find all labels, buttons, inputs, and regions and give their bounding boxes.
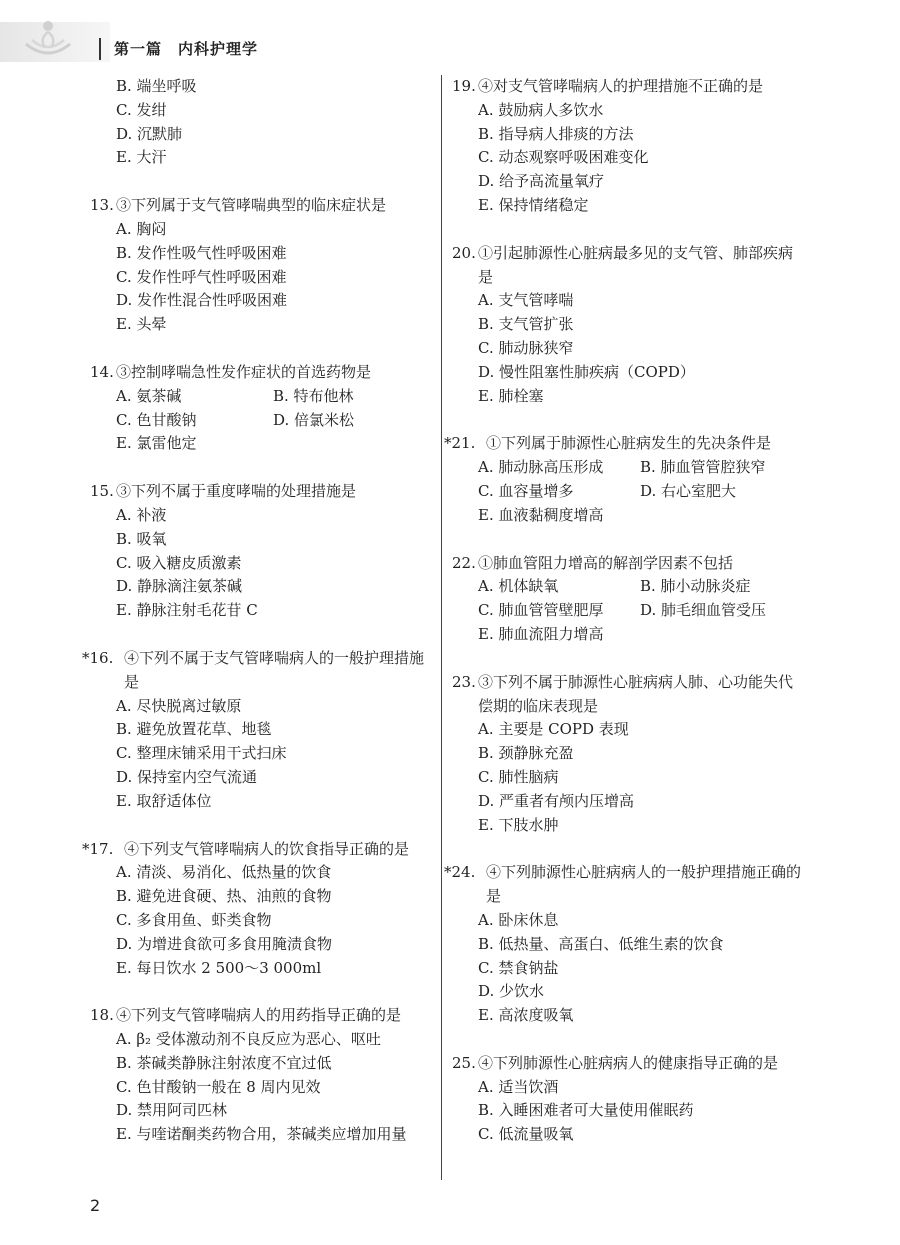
- question-block: [452, 552, 802, 647]
- answer-option: A. 支气管哮喘: [478, 291, 574, 310]
- column-divider: [441, 75, 442, 1180]
- answer-option: D. 倍氯米松: [273, 410, 355, 429]
- question-block: [82, 647, 430, 814]
- answer-option: B. 避免放置花草、地毯: [116, 720, 272, 739]
- question-stem: [90, 194, 430, 218]
- question-block: [452, 671, 802, 838]
- answer-option: C. 血容量增多: [478, 481, 574, 500]
- question-number: *16.: [82, 648, 114, 667]
- question-stem: [452, 552, 802, 576]
- question-text: ④下列肺源性心脏病病人的一般护理措施正确的是: [486, 863, 802, 906]
- question-number: 18.: [90, 1006, 114, 1025]
- question-stem: [452, 75, 802, 99]
- question-block: [90, 480, 430, 623]
- answer-option: A. 清淡、易消化、低热量的饮食: [116, 863, 332, 882]
- book-logo-icon: [18, 14, 78, 62]
- answer-option: B. 避免进食硬、热、油煎的食物: [116, 887, 332, 906]
- header-divider: [99, 38, 101, 60]
- answer-option: E. 大汗: [116, 148, 167, 167]
- right-column: [444, 75, 802, 1171]
- question-text: ④下列支气管哮喘病人的饮食指导正确的是: [124, 839, 410, 858]
- answer-option: A. 胸闷: [116, 219, 167, 238]
- answer-option: C. 色甘酸钠: [116, 410, 197, 429]
- question-text: ④下列支气管哮喘病人的用药指导正确的是: [116, 1006, 402, 1025]
- option-grid: [452, 575, 802, 623]
- answer-option: C. 整理床铺采用干式扫床: [116, 744, 287, 763]
- answer-option: C. 多食用鱼、虾类食物: [116, 910, 272, 929]
- question-text: ④下列肺源性心脏病病人的健康指导正确的是: [478, 1053, 779, 1072]
- answer-option: B. 吸氧: [116, 529, 167, 548]
- answer-option: D. 给予高流量氧疗: [478, 172, 605, 191]
- answer-option: D. 保持室内空气流通: [116, 767, 258, 786]
- answer-option: D. 沉默肺: [116, 124, 183, 143]
- answer-option: A. 卧床休息: [478, 910, 559, 929]
- answer-option: D. 慢性阻塞性肺疾病（COPD）: [478, 362, 695, 381]
- answer-option: E. 肺血流阻力增高: [478, 624, 604, 643]
- question-number: 20.: [452, 243, 476, 262]
- question-stem: [444, 861, 802, 909]
- answer-option: B. 颈静脉充盈: [478, 744, 574, 763]
- answer-option: A. 鼓励病人多饮水: [478, 100, 604, 119]
- question-number: 19.: [452, 77, 476, 95]
- question-block: [452, 242, 802, 409]
- answer-option: E. 头晕: [116, 315, 167, 334]
- header-title: 第一篇 内科护理学: [114, 40, 259, 58]
- answer-option: C. 肺动脉狭窄: [478, 338, 574, 357]
- question-text: ①引起肺源性心脏病最多见的支气管、肺部疾病是: [478, 243, 794, 286]
- answer-option: D. 发作性混合性呼吸困难: [116, 291, 288, 310]
- question-block: [452, 75, 802, 218]
- option-grid: [452, 456, 802, 504]
- answer-option: B. 端坐呼吸: [116, 77, 197, 95]
- page-number: 2: [90, 1196, 101, 1215]
- answer-option: E. 氯雷他定: [116, 434, 197, 453]
- question-number: 13.: [90, 196, 114, 215]
- question-text: ①下列属于肺源性心脏病发生的先决条件是: [486, 434, 772, 453]
- question-text: ③下列不属于肺源性心脏病病人肺、心功能失代偿期的临床表现是: [478, 672, 794, 715]
- answer-option: B. 茶碱类静脉注射浓度不宜过低: [116, 1053, 332, 1072]
- answer-option: C. 低流量吸氧: [478, 1125, 574, 1144]
- answer-option: B. 特布他林: [273, 386, 354, 405]
- answer-option: B. 低热量、高蛋白、低维生素的饮食: [478, 934, 724, 953]
- question-text: ③控制哮喘急性发作症状的首选药物是: [116, 362, 372, 381]
- answer-option: E. 取舒适体位: [116, 791, 212, 810]
- answer-option: A. 机体缺氧: [478, 577, 559, 596]
- answer-option: C. 禁食钠盐: [478, 958, 559, 977]
- question-stem: [82, 647, 430, 695]
- answer-option: E. 静脉注射毛花苷 C: [116, 601, 258, 620]
- question-text: ④对支气管哮喘病人的护理措施不正确的是: [478, 77, 764, 95]
- question-number: *21.: [444, 434, 476, 453]
- question-block: [90, 361, 430, 456]
- answer-option: B. 肺小动脉炎症: [640, 577, 751, 596]
- question-block: [90, 1004, 430, 1147]
- answer-option: E. 肺栓塞: [478, 386, 544, 405]
- answer-option: A. 肺动脉高压形成: [478, 458, 604, 477]
- answer-option: E. 与喹诺酮类药物合用，茶碱类应增加用量: [116, 1125, 407, 1144]
- question-number: 23.: [452, 672, 476, 691]
- answer-option: E. 血液黏稠度增高: [478, 505, 604, 524]
- answer-option: A. 主要是 COPD 表现: [478, 720, 629, 739]
- answer-option: C. 发绀: [116, 100, 167, 119]
- question-number: *24.: [444, 863, 476, 882]
- question-block: [452, 1052, 802, 1147]
- answer-option: C. 发作性呼气性呼吸困难: [116, 267, 287, 286]
- question-block: [90, 75, 430, 170]
- question-block: [444, 432, 802, 527]
- answer-option: B. 支气管扩张: [478, 315, 574, 334]
- question-stem: [452, 242, 802, 290]
- answer-option: B. 指导病人排痰的方法: [478, 124, 634, 143]
- question-number: 22.: [452, 553, 476, 572]
- answer-option: A. β₂ 受体激动剂不良反应为恶心、呕吐: [116, 1030, 381, 1049]
- question-stem: [452, 671, 802, 719]
- question-stem: [82, 838, 430, 862]
- answer-option: E. 下肢水肿: [478, 815, 559, 834]
- question-block: [444, 861, 802, 1028]
- left-column: [82, 75, 430, 1171]
- question-stem: [452, 1052, 802, 1076]
- answer-option: A. 补液: [116, 505, 167, 524]
- answer-option: D. 静脉滴注氨茶碱: [116, 577, 243, 596]
- question-block: [90, 194, 430, 337]
- question-text: ③下列属于支气管哮喘典型的临床症状是: [116, 196, 387, 215]
- answer-option: D. 少饮水: [478, 982, 545, 1001]
- option-grid: [90, 385, 430, 433]
- answer-option: A. 尽快脱离过敏原: [116, 696, 242, 715]
- answer-option: A. 适当饮酒: [478, 1077, 559, 1096]
- answer-option: E. 每日饮水 2 500～3 000ml: [116, 958, 322, 977]
- answer-option: D. 严重者有颅内压增高: [478, 791, 635, 810]
- answer-option: C. 吸入糖皮质激素: [116, 553, 242, 572]
- answer-option: B. 发作性吸气性呼吸困难: [116, 243, 287, 262]
- question-text: ③下列不属于重度哮喘的处理措施是: [116, 482, 357, 501]
- page-header: [0, 0, 900, 70]
- question-stem: [444, 432, 802, 456]
- question-stem: [90, 480, 430, 504]
- answer-option: D. 肺毛细血管受压: [640, 601, 767, 620]
- answer-option: D. 禁用阿司匹林: [116, 1101, 228, 1120]
- question-number: 14.: [90, 362, 114, 381]
- question-stem: [90, 1004, 430, 1028]
- answer-option: C. 肺血管管壁肥厚: [478, 601, 604, 620]
- answer-option: C. 色甘酸钠一般在 8 周内见效: [116, 1077, 321, 1096]
- question-text: ④下列不属于支气管哮喘病人的一般护理措施是: [124, 648, 425, 691]
- question-text: ①肺血管阻力增高的解剖学因素不包括: [478, 553, 734, 572]
- question-number: 15.: [90, 482, 114, 501]
- question-number: *17.: [82, 839, 114, 858]
- answer-option: A. 氨茶碱: [116, 386, 182, 405]
- answer-option: B. 肺血管管腔狭窄: [640, 458, 766, 477]
- answer-option: C. 肺性脑病: [478, 767, 559, 786]
- answer-option: D. 为增进食欲可多食用腌渍食物: [116, 934, 333, 953]
- answer-option: E. 高浓度吸氧: [478, 1006, 574, 1025]
- answer-option: D. 右心室肥大: [640, 481, 737, 500]
- answer-option: B. 入睡困难者可大量使用催眠药: [478, 1101, 694, 1120]
- question-block: [82, 838, 430, 981]
- question-number: 25.: [452, 1053, 476, 1072]
- question-stem: [90, 361, 430, 385]
- answer-option: E. 保持情绪稳定: [478, 195, 589, 214]
- answer-option: C. 动态观察呼吸困难变化: [478, 148, 649, 167]
